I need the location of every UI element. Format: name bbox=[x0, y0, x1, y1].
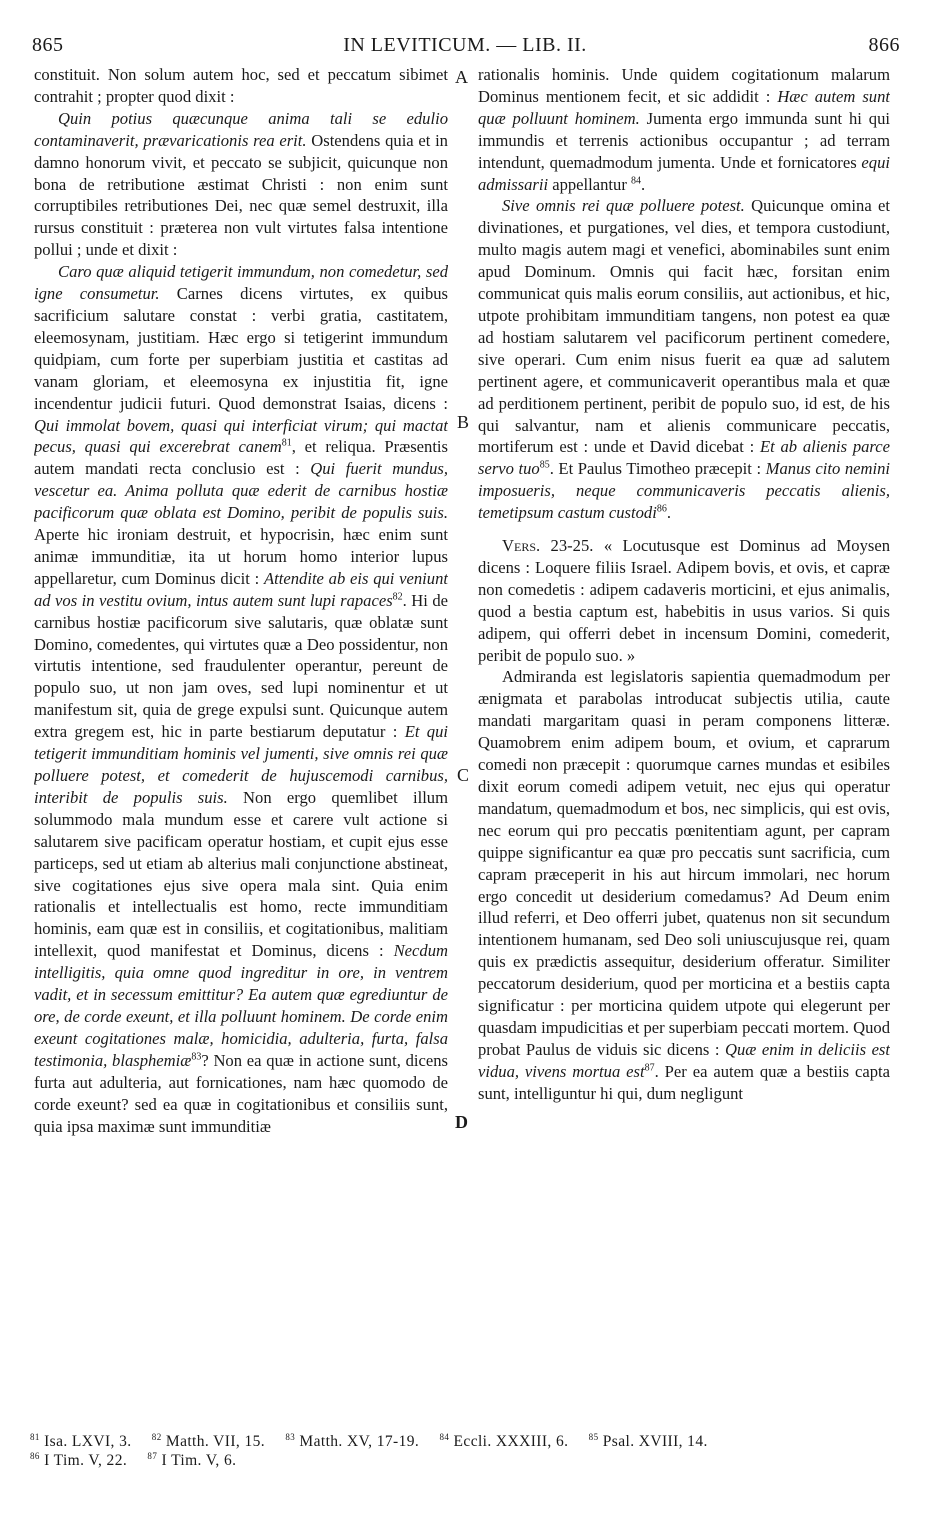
text-run: 23-25. « Locutusque est Dominus ad Moysen dicens : Loquere filiis Israel. Adipem bovis, et ovis, et capræ non comedetis : adipem cadaveris morticini, et ejus animalis, quod a bestia captum est, habebitis in usus varios. Si quis adipem, qui offerri debet in incensum Domini, comederit, peribit de populo suo. » bbox=[478, 536, 890, 665]
footnote-number: 83 bbox=[285, 1431, 296, 1442]
footnote bbox=[589, 1433, 708, 1450]
footnote-number: 82 bbox=[151, 1431, 162, 1442]
page-number-right: 866 bbox=[868, 34, 900, 56]
footnote-line-1 bbox=[30, 1432, 900, 1451]
footnote-text: Isa. LXVI, 3. bbox=[44, 1433, 132, 1450]
scripture-quote: equi admissarii bbox=[478, 152, 890, 194]
footnote-text: Matth. XV, 17-19. bbox=[299, 1433, 420, 1450]
text-run: . Per ea autem quæ a bestiis capta sunt, intelliguntur hi qui, dum negligunt bbox=[478, 1061, 890, 1103]
text-run: Jumenta ergo immunda sunt hi qui immundis et terrenis actionibus occupantur ; ad terram intendunt, quemadmodum jumenta. Unde et fornicatores bbox=[478, 108, 890, 172]
scripture-quote: Et qui tetigerit immunditiam hominis vel jumenti, sive omnis rei quæ polluere potest, et comederit de hujuscemodi carnibus, interibit de populis suis. bbox=[34, 722, 448, 807]
footnote-marker: 87 bbox=[644, 1062, 655, 1074]
footnote-text: I Tim. V, 6. bbox=[161, 1452, 237, 1469]
scripture-quote: Caro quæ aliquid tetigerit immundum, non comedetur, sed igne consumetur. bbox=[34, 262, 448, 304]
footnote-text: Eccli. XXXIII, 6. bbox=[453, 1433, 569, 1450]
text-run: appellantur bbox=[548, 174, 632, 194]
verse-label: Vers. bbox=[502, 536, 541, 556]
scripture-quote: Et ab alienis parce servo tuo bbox=[478, 437, 890, 479]
page-number-left: 865 bbox=[32, 34, 64, 56]
margin-letter-b: B bbox=[457, 412, 470, 432]
scripture-quote: Qui fuerit mundus, vescetur ea. Anima polluta quæ ederit de carnibus hostiæ pacificorum quæ oblata est Domino, peribit de populis suis. bbox=[34, 459, 448, 523]
scripture-quote: Hæc autem sunt quæ polluunt hominem. bbox=[478, 86, 890, 128]
footnote-marker: 85 bbox=[539, 459, 550, 471]
paragraph bbox=[34, 108, 448, 261]
text-run: . Hi de carnibus hostiæ pacificorum sive salutaris, quæ oblatæ sunt Domino, comedentes, qui virtutes quæ a Deo possidentur, non virtutis intentione, sed fraudulenter operantur, pereunt de populo suo, ut non jam oves, sed lupi nominentur et ut manifestum sit, quia de grege expulsi sunt. Quicunque autem extra gregem est, hic in parte bestiarum deputatur : bbox=[34, 590, 448, 742]
text-run: . Et Paulus Timotheo præcepit : bbox=[549, 459, 766, 479]
text-run: ? Non ea quæ in actione sunt, dicens furta aut adulteria, aut fornicationes, nam hæc quomodo de corde exeunt? sed ea quæ in cogitationibus et consiliis sunt, quia ipsa maximæ sunt immunditiæ bbox=[34, 1050, 448, 1136]
scripture-quote: Attendite ab eis qui veniunt ad vos in vestitu ovium, intus autem sunt lupi rapaces bbox=[34, 568, 448, 610]
text-run: rationalis hominis. Unde quidem cogitationum malarum Dominus mentionem fecit, et sic addidit : bbox=[478, 65, 890, 106]
text-run: . bbox=[641, 174, 646, 194]
text-run: constituit. Non solum autem hoc, sed et peccatum sibimet contrahit ; propter quod dixit : bbox=[34, 65, 448, 106]
footnote bbox=[30, 1433, 132, 1450]
footnote-text: Psal. XVIII, 14. bbox=[602, 1433, 708, 1450]
paragraph bbox=[34, 64, 448, 108]
footnotes bbox=[30, 1432, 900, 1470]
margin-letter-c: C bbox=[457, 765, 470, 785]
footnote bbox=[147, 1452, 236, 1469]
running-header bbox=[30, 34, 900, 60]
text-run: Carnes dicens virtutes, ex quibus sacrificium salutare constat : verbi gratia, castitatem, eleemosynam, justitiam. Hæc ergo si tetigerint immundum quidpiam, cum forte per superbiam justitia et castitas ad vanam gloriam, et eleemosyna ex injustitia fit, igne incendentur judicii futuri. Quod demonstrat Isaias, dicens : bbox=[34, 284, 448, 413]
text-run: . bbox=[666, 503, 671, 523]
footnote-marker: 86 bbox=[656, 503, 667, 515]
text-run: , et reliqua. Præsentis autem mandati recta conclusio est : bbox=[34, 437, 448, 479]
footnote-marker: 81 bbox=[281, 437, 292, 449]
margin-letter-a: A bbox=[455, 67, 468, 87]
footnote-number: 86 bbox=[30, 1450, 40, 1461]
scripture-quote: Necdum intelligitis, quia omne quod ingreditur in ore, in ventrem vadit, et in secessum emittitur? Ea autem quæ egrediuntur de ore, de corde exeunt, et illa polluunt hominem. De corde enim exeunt cogitationes malæ, homicidia, adulteria, furta, falsa testimonia, blasphemiæ bbox=[34, 941, 448, 1070]
footnote-number: 81 bbox=[30, 1431, 40, 1442]
footnote-number: 84 bbox=[439, 1431, 450, 1442]
footnote bbox=[152, 1433, 265, 1450]
text-run: Ostendens quia et in damno honorum vivit, et peccato se subjicit, quicunque non bona de retributione æstimat Christi : non enim sunt corruptibiles retributiones Dei, nec quæ semel destruxit, illa rursus constituit : præterea non vult virtutes falsa intentione pollui ; unde et dixit : bbox=[34, 130, 448, 260]
footnote-marker: 84 bbox=[631, 175, 642, 186]
scripture-quote: Quæ enim in deliciis est vidua, vivens mortua est bbox=[478, 1039, 890, 1081]
footnote-marker: 83 bbox=[191, 1051, 202, 1063]
right-column bbox=[478, 64, 890, 1409]
scripture-quote: Qui immolat bovem, quasi qui interficiat virum; qui mactat pecus, quasi qui excerebrat canem bbox=[34, 415, 448, 457]
paragraph bbox=[478, 64, 890, 195]
footnote-number: 85 bbox=[588, 1431, 599, 1442]
text-run: Quicunque omina et divinationes, et purgationes, vel dies, et tempora custodiunt, multo magis autem magi et venefici, abominabiles sunt enim apud Dominum. Omnis qui facit hæc, forsitan enim communicat quis malis eorum consiliis, aut actionibus, et hic, utpote prohibitam immunditiam tangens, non potest ea quæ ad hostiam salutarem vel pacificorum pertinent comedere, sive operari. Cum enim nisus fuerit ea quæ ad salutem pertinent agere, et communicaverit operantibus mala et quæ ad perditionem pertinent, peribit de populo suo, id est, de his qui salvantur, nam et alienis communicare peccatis, mortiferum est : unde et David dicebat : bbox=[478, 196, 890, 457]
margin-letter-d: D bbox=[455, 1112, 468, 1132]
footnote bbox=[439, 1433, 568, 1450]
footnote bbox=[285, 1433, 419, 1450]
paragraph bbox=[478, 535, 890, 666]
scripture-quote: Sive omnis rei quæ polluere potest. bbox=[502, 196, 745, 216]
footnote bbox=[30, 1452, 127, 1469]
text-run: Non ergo quemlibet illum solummodo mala mundum esse et carere vult actione si salutarem sive pacificam operatur hostiam, et cupit ejus esse particeps, sed ut etiam ab alterius mali conjunctione abstineat, sive cogitationes ejus sive opera mala sint. Quia enim rationalis et intellectualis est homo, recte immunditiam hominis, eam quæ est in consiliis, et cogitationibus, malitiam intellexit, quod manifestat et Dominus, dicens : bbox=[34, 787, 448, 961]
footnote-text: I Tim. V, 22. bbox=[44, 1452, 128, 1469]
text-run: Admiranda est legislatoris sapientia quemadmodum per ænigmata et parabolas introducat subjectis utilia, caute mandati margaritam quasi in peram componens litteræ. Quamobrem enim adipem boum, et ovium, et caprarum comedi non præcepit : quorumque carnes mundas et esibiles dixit eorum comedi adipem vetuit, nec ejus qui operatur mandatum, quemadmodum et bos, nec simplicis, qui est ovis, nec eorum qui pro peccatis pœnitentiam agunt, per capram quippe significantur ea quæ pro peccatis sunt sacrificia, cum capram præceperit in his aut hircum immolari, nec horum ergo concedit ut desiderium comedamus? Ad Deum enim illud referri, et Deo offerri jubet, quatenus non sit secundum intentionem humanam, sed Deo soli uniuscujusque rei, quam quis ex prædictis assequitur, desiderium offeratur. Similiter peccatorum desiderium, quod per morticina et a bestiis capta significatur : per morticina quidem utpote qui elegerunt per quasdam impudicitias et per superbiam peccati mortem. Quod probat Paulus de viduis sic dicens : bbox=[478, 667, 890, 1059]
footnote-marker: 82 bbox=[392, 591, 403, 603]
running-title: IN LEVITICUM. — LIB. II. bbox=[343, 34, 587, 56]
footnote-number: 87 bbox=[147, 1450, 158, 1461]
scripture-quote: Manus cito nemini imposueris, neque communicaveris peccatis alienis, temetipsum castum custodi bbox=[478, 459, 890, 523]
footnote-line-2 bbox=[30, 1451, 900, 1470]
left-column bbox=[34, 64, 448, 1409]
footnote-text: Matth. VII, 15. bbox=[165, 1433, 266, 1450]
paragraph bbox=[34, 261, 448, 1137]
text-run: Aperte hic ironiam destruit, et hypocrisin, hæc enim sunt animæ immunditiæ, ita ut horum homo interior lupus appellaretur, cum Dominus dicit : bbox=[34, 525, 448, 588]
scripture-quote: Quin potius quæcunque anima tali se edulio contaminaverit, prævaricationis rea erit. bbox=[34, 108, 448, 150]
paragraph bbox=[478, 195, 890, 524]
paragraph bbox=[478, 666, 890, 1104]
